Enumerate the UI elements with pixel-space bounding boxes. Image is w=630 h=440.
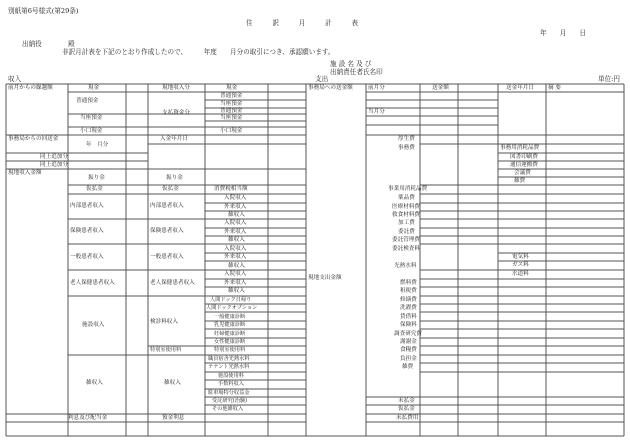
communication: 通信運搬費 xyxy=(510,162,538,168)
rent: 賃借料 xyxy=(400,314,417,320)
parking-income: 駐車場特分収益金 xyxy=(208,390,250,396)
electricity: 電気料 xyxy=(512,254,529,260)
facility-label: 施 設 名 及 び xyxy=(330,60,372,68)
current-deposit-3: 当座預金 xyxy=(220,115,243,121)
general-patients-2: 一般患者収入 xyxy=(150,254,184,260)
misc-4: 雑収入 xyxy=(228,288,245,294)
processing: 加工費 xyxy=(398,220,415,226)
water: 水道料 xyxy=(512,271,529,277)
breast-checkup: 乳児健康診断 xyxy=(214,322,246,328)
outpatient-3: 外来収入 xyxy=(224,254,247,260)
transfer-in: 振り金 xyxy=(88,175,105,181)
intro-text: 非訳月計表を下記のとおり作成したので、 年度 月分の取引につき、承認願います。 xyxy=(62,48,335,56)
outpatient-1: 外来収入 xyxy=(224,204,247,210)
elderly-insurance-2: 老人保健患者収入 xyxy=(150,280,195,286)
commissioned: 委託費 xyxy=(398,229,415,235)
inpatient-1: 入院収入 xyxy=(224,195,247,201)
commission-mgmt: 委託管理費 xyxy=(392,237,420,243)
special-room-fee: 特別室使用料 xyxy=(214,347,246,353)
research-income: 受託研究(治験) xyxy=(212,398,248,404)
inspection: 委託検査料 xyxy=(392,246,420,252)
meeting: 会議費 xyxy=(514,170,531,176)
interest-dividends: 利息及び配当金 xyxy=(68,415,108,421)
year-month: 年 月分 xyxy=(86,142,109,148)
burden: 負担金 xyxy=(400,356,417,362)
outpatient-2: 外来収入 xyxy=(224,229,247,235)
other-misc: その他雑収入 xyxy=(212,406,244,412)
general-checkup: 一般健康診断 xyxy=(214,314,246,320)
this-month: 当月分 xyxy=(368,109,385,115)
remittance: 送金額 xyxy=(432,85,449,91)
internal-patients-2: 内部患者収入 xyxy=(150,203,184,209)
printing: 図書印刷費 xyxy=(510,154,538,160)
form-title: 住 訳 月 計 表 xyxy=(246,19,359,27)
female-checkup: 女性健康診断 xyxy=(214,339,246,345)
form-number: 別紙第6号様式(第29条) xyxy=(8,7,79,15)
tenant-utilities: テナント光熱水料 xyxy=(208,364,250,370)
return-from-office: 事務局からの回送金 xyxy=(8,136,59,142)
unpaid: 未払金 xyxy=(398,398,415,404)
misc-expense: 雑費 xyxy=(402,364,414,370)
nursing-materials: 救食材料費 xyxy=(392,212,420,218)
ordinary-deposit-3: 普通預金 xyxy=(220,108,243,114)
ordinary-deposit: 普通預金 xyxy=(76,98,99,104)
health-insurance: 保険患者収入 xyxy=(70,228,104,234)
advance-paid: 仮払金 xyxy=(398,406,415,412)
add-row-1: 同上追加分 xyxy=(40,154,68,160)
current-deposit-2: 当座預金 xyxy=(220,101,243,107)
expense-header: 支出 xyxy=(315,75,329,83)
local-expense-total: 現地支出金額 xyxy=(308,275,342,281)
fuel: 燃料費 xyxy=(400,280,417,286)
office-expense: 事務費 xyxy=(398,145,415,151)
internal-patients: 内部患者収入 xyxy=(70,203,104,209)
income-header: 収入 xyxy=(8,75,22,83)
transfer-in-2: 振り金 xyxy=(166,175,183,181)
dock-option: 人間ドックオプション xyxy=(206,305,258,311)
add-row-2: 同上追加分 xyxy=(40,162,68,168)
remit-date: 送金年月日 xyxy=(506,85,534,91)
cashier-label: 出納責任者氏名印 xyxy=(330,68,383,76)
cash-label: 現金 xyxy=(88,85,100,91)
special-room: 特別室使用料 xyxy=(150,347,182,353)
remarks: 摘 要 xyxy=(548,85,561,91)
payment-breakdown: 支払資金分 xyxy=(162,110,190,116)
office-supplies: 事務用消耗品費 xyxy=(500,145,540,151)
honorarium: 謝謝金 xyxy=(400,339,417,345)
insurance: 保険料 xyxy=(400,322,417,328)
misc-1: 雑収入 xyxy=(228,212,245,218)
consumption-tax: 消費税相当額 xyxy=(214,186,248,192)
outpatient-4: 外来収入 xyxy=(224,280,247,286)
petty-cash-2: 小口現金 xyxy=(220,128,243,134)
facility-use: 施設使用料 xyxy=(218,373,244,379)
elderly-insurance: 老人保健患者収入 xyxy=(70,280,115,286)
local-income-total: 現地収入金額 xyxy=(8,170,42,176)
gas: ガス料 xyxy=(512,262,529,268)
inpatient-4: 入院収入 xyxy=(224,271,247,277)
medical-materials: 医療材料費 xyxy=(392,204,420,210)
accrued-expense: 未払費用 xyxy=(396,415,419,421)
misc-office: 雑費 xyxy=(514,178,526,184)
inpatient-3: 入院収入 xyxy=(224,246,247,252)
checkup-income: 検診料収入 xyxy=(150,319,178,325)
cleaning: 洗濯費 xyxy=(400,305,417,311)
date-line: 年 月 日 xyxy=(540,29,587,37)
deposit-interest: 預金利息 xyxy=(162,415,185,421)
misc-income-total: 雑収入 xyxy=(86,380,103,386)
receipt-date: 入金年月日 xyxy=(160,136,188,142)
local-income-breakdown: 現地収入分 xyxy=(162,85,190,91)
advance-receipt-2: 仮払金 xyxy=(162,186,179,192)
unit-label: 単位:円 xyxy=(598,75,621,83)
fees: 租税費 xyxy=(400,288,417,294)
health-insurance-2: 保険患者収入 xyxy=(150,228,184,234)
petty-cash: 小口現金 xyxy=(80,128,103,134)
carryover-label: 前月からの繰越額 xyxy=(8,85,53,91)
drugs: 薬品費 xyxy=(398,195,415,201)
repair: 修繕費 xyxy=(400,297,417,303)
misc-2: 雑収入 xyxy=(228,237,245,243)
research-fee: 調査研究費 xyxy=(394,331,422,337)
to-office: 事務局への送金額 xyxy=(308,85,353,91)
dock-day: 人間ドック日帰り xyxy=(210,297,252,303)
commission-income: 手数料収入 xyxy=(218,381,244,387)
prev-month: 前月分 xyxy=(368,85,385,91)
advance-receipt: 仮払金 xyxy=(86,186,103,192)
utilities: 光熱水料 xyxy=(394,263,417,269)
addressee: 出納役 殿 xyxy=(22,40,75,48)
general-patients: 一般患者収入 xyxy=(70,254,104,260)
inpatient-2: 入院収入 xyxy=(224,220,247,226)
staff-housing: 職員宿舎光熱水料 xyxy=(208,356,250,362)
misc-3: 雑収入 xyxy=(228,263,245,269)
misc-income-total-2: 雑収入 xyxy=(164,380,181,386)
pregnant-checkup: 妊婦健康診断 xyxy=(214,331,246,337)
current-deposit: 当座預金 xyxy=(80,115,103,121)
welfare: 厚生費 xyxy=(398,136,415,142)
cash-label-2: 現金 xyxy=(226,85,238,91)
ordinary-deposit-2: 普通預金 xyxy=(220,93,243,99)
business-supplies: 事業用消耗品費 xyxy=(388,186,428,192)
food: 食糧費 xyxy=(400,347,417,353)
facility-income: 施設収入 xyxy=(82,322,105,328)
